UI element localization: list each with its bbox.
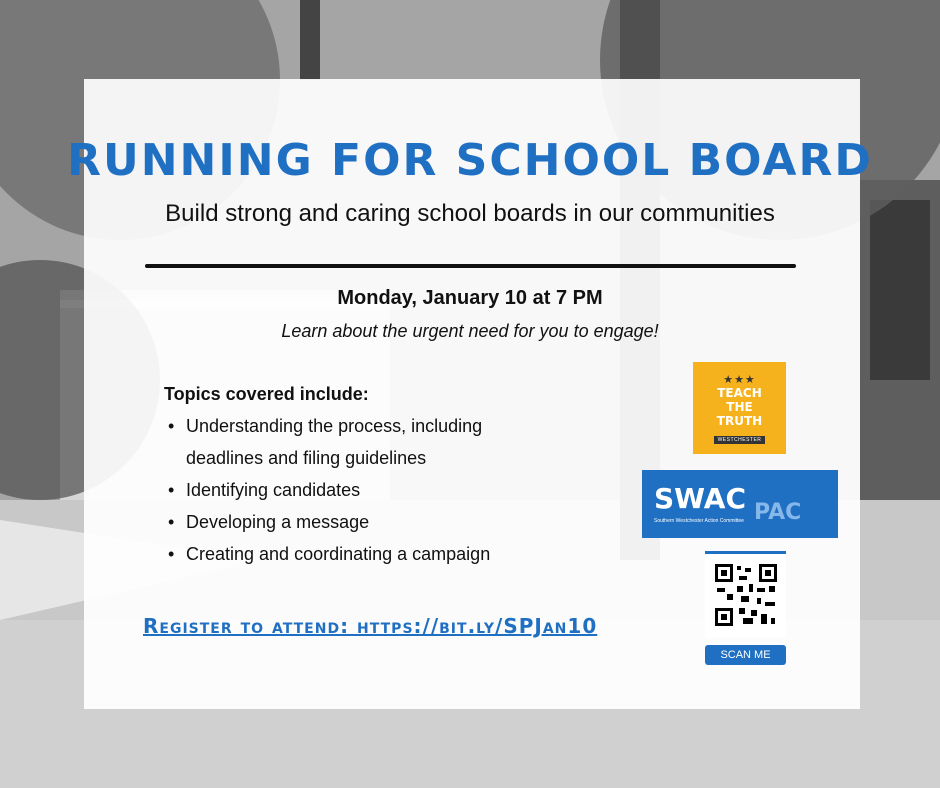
swac-pac-logo bbox=[642, 470, 838, 538]
logo-line: TRUTH bbox=[716, 414, 763, 428]
topic-item: • Creating and coordinating a campaign bbox=[164, 538, 564, 570]
event-tagline: Learn about the urgent need for you to engage! bbox=[281, 321, 659, 341]
divider bbox=[145, 264, 796, 268]
register-link[interactable]: Register to attend: https://bit.ly/SPJan10 bbox=[143, 614, 598, 638]
stars-icon: ★★★ bbox=[723, 374, 756, 386]
logo-subtitle: WESTCHESTER bbox=[714, 436, 766, 444]
topics-list bbox=[164, 410, 564, 570]
topic-item: • Understanding the process, including deadlines and filing guidelines bbox=[164, 410, 564, 474]
scan-me-button[interactable]: SCAN ME bbox=[705, 645, 786, 665]
swac-name: SWAC bbox=[654, 482, 747, 515]
logo-line: THE bbox=[726, 400, 753, 414]
topics-heading: Topics covered include: bbox=[164, 384, 369, 404]
logo-line: TEACH bbox=[717, 386, 762, 400]
topic-item: • Identifying candidates bbox=[164, 474, 564, 506]
teach-the-truth-logo bbox=[693, 362, 786, 454]
page-title: RUNNING FOR SCHOOL BOARD bbox=[67, 135, 873, 186]
topic-item: • Developing a message bbox=[164, 506, 564, 538]
qr-code-icon bbox=[713, 562, 779, 628]
swac-full-name: Southern Westchester Action Committee bbox=[654, 518, 744, 524]
swac-suffix: PAC bbox=[754, 500, 802, 525]
page-subtitle: Build strong and caring school boards in our communities bbox=[165, 200, 775, 227]
qr-code[interactable] bbox=[705, 551, 786, 638]
event-date-time: Monday, January 10 at 7 PM bbox=[337, 287, 603, 309]
